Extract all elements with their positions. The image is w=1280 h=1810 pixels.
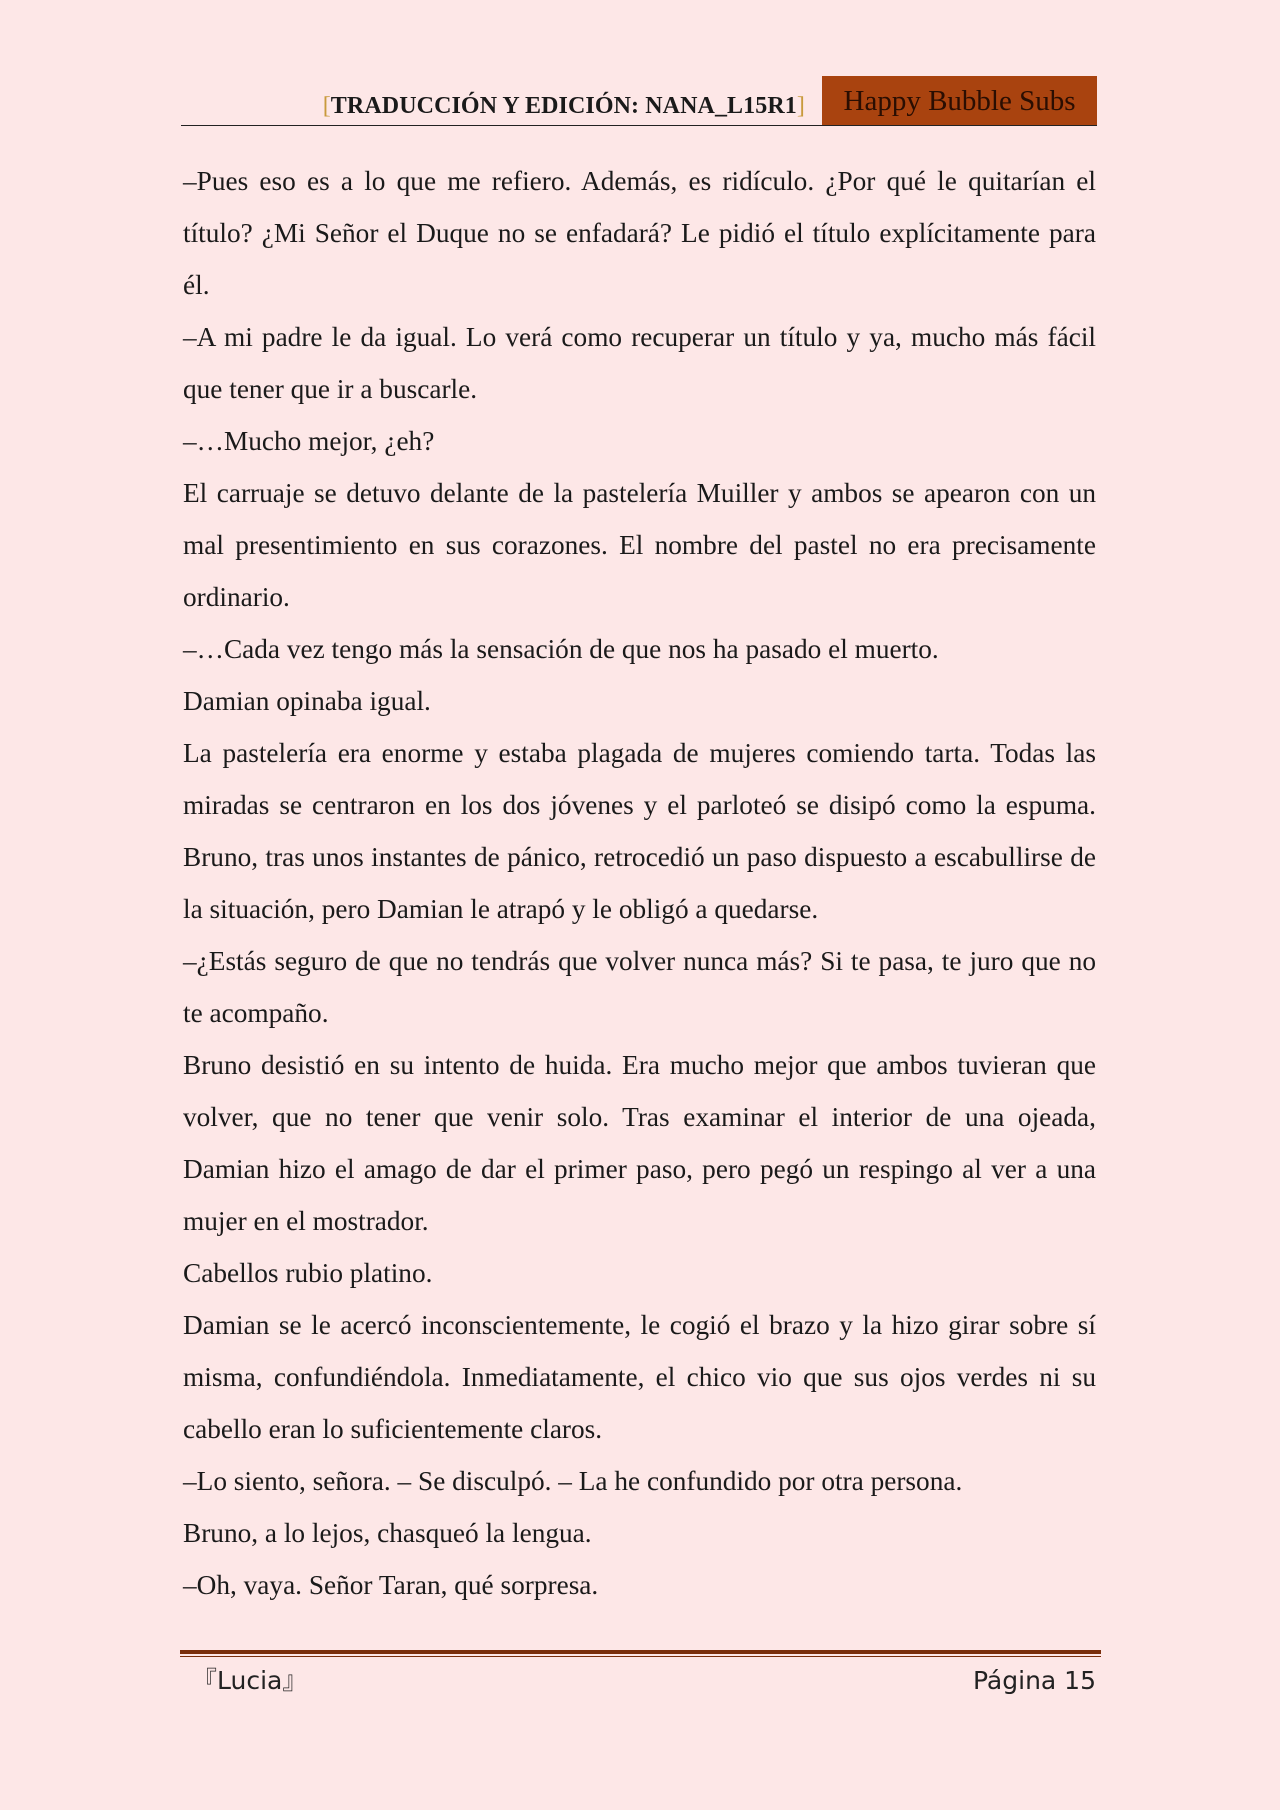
footer-rule-thin — [180, 1656, 1101, 1657]
header-rule — [181, 125, 1097, 126]
translation-credit — [323, 93, 805, 120]
paragraph: La pastelería era enorme y estaba plagada de mujeres comiendo tarta. Todas las miradas se centraron en los dos jóvenes y el parloteó se disipó como la espuma. Bruno, tras unos instantes de pánico, retrocedió un paso dispuesto a escabullirse de la situación, pero Damian le atrapó y le obligó a quedarse. — [183, 738, 1096, 924]
page-header — [181, 76, 1097, 126]
group-name-box: Happy Bubble Subs — [822, 76, 1097, 126]
paragraph: Damian se le acercó inconscientemente, le cogió el brazo y la hizo girar sobre sí misma, confundiéndola. Inmediatamente, el chico vio que sus ojos verdes ni su cabello eran lo suficientemente claros. — [183, 1310, 1096, 1444]
paragraph: –A mi padre le da igual. Lo verá como recuperar un título y ya, mucho más fácil que tener que ir a buscarle. — [183, 322, 1096, 404]
paragraph: Bruno, a lo lejos, chasqueó la lengua. — [183, 1518, 592, 1548]
page-number: Página 15 — [972, 1666, 1096, 1695]
paragraph: Bruno desistió en su intento de huida. Era mucho mejor que ambos tuvieran que volver, que no tener que venir solo. Tras examinar el interior de una ojeada, Damian hizo el amago de dar el primer paso, pero pegó un respingo al ver a una mujer en el mostrador. — [183, 1050, 1096, 1236]
paragraph: El carruaje se detuvo delante de la pastelería Muiller y ambos se apearon con un mal presentimiento en sus corazones. El nombre del pastel no era precisamente ordinario. — [183, 478, 1096, 612]
page-body — [183, 155, 1096, 1611]
credit-text: TRADUCCIÓN Y EDICIÓN: NANA_L15R1 — [330, 93, 797, 119]
paragraph: –…Mucho mejor, ¿eh? — [183, 426, 435, 456]
paragraph: –…Cada vez tengo más la sensación de que nos ha pasado el muerto. — [183, 634, 939, 664]
paragraph: –¿Estás seguro de que no tendrás que volver nunca más? Si te pasa, te juro que no te acompaño. — [183, 946, 1096, 1028]
paragraph: –Pues eso es a lo que me refiero. Además, es ridículo. ¿Por qué le quitarían el título? ¿Mi Señor el Duque no se enfadará? Le pidió el título explícitamente para él. — [183, 166, 1096, 300]
footer-rule — [180, 1650, 1101, 1654]
credit-bracket-open: [ — [322, 93, 331, 119]
book-title: 『Lucia』 — [192, 1666, 308, 1695]
paragraph: Cabellos rubio platino. — [183, 1258, 433, 1288]
credit-bracket-close: ] — [796, 93, 805, 119]
paragraph: –Oh, vaya. Señor Taran, qué sorpresa. — [183, 1570, 599, 1600]
paragraph: Damian opinaba igual. — [183, 686, 431, 716]
paragraph: –Lo siento, señora. – Se disculpó. – La he confundido por otra persona. — [183, 1466, 963, 1496]
